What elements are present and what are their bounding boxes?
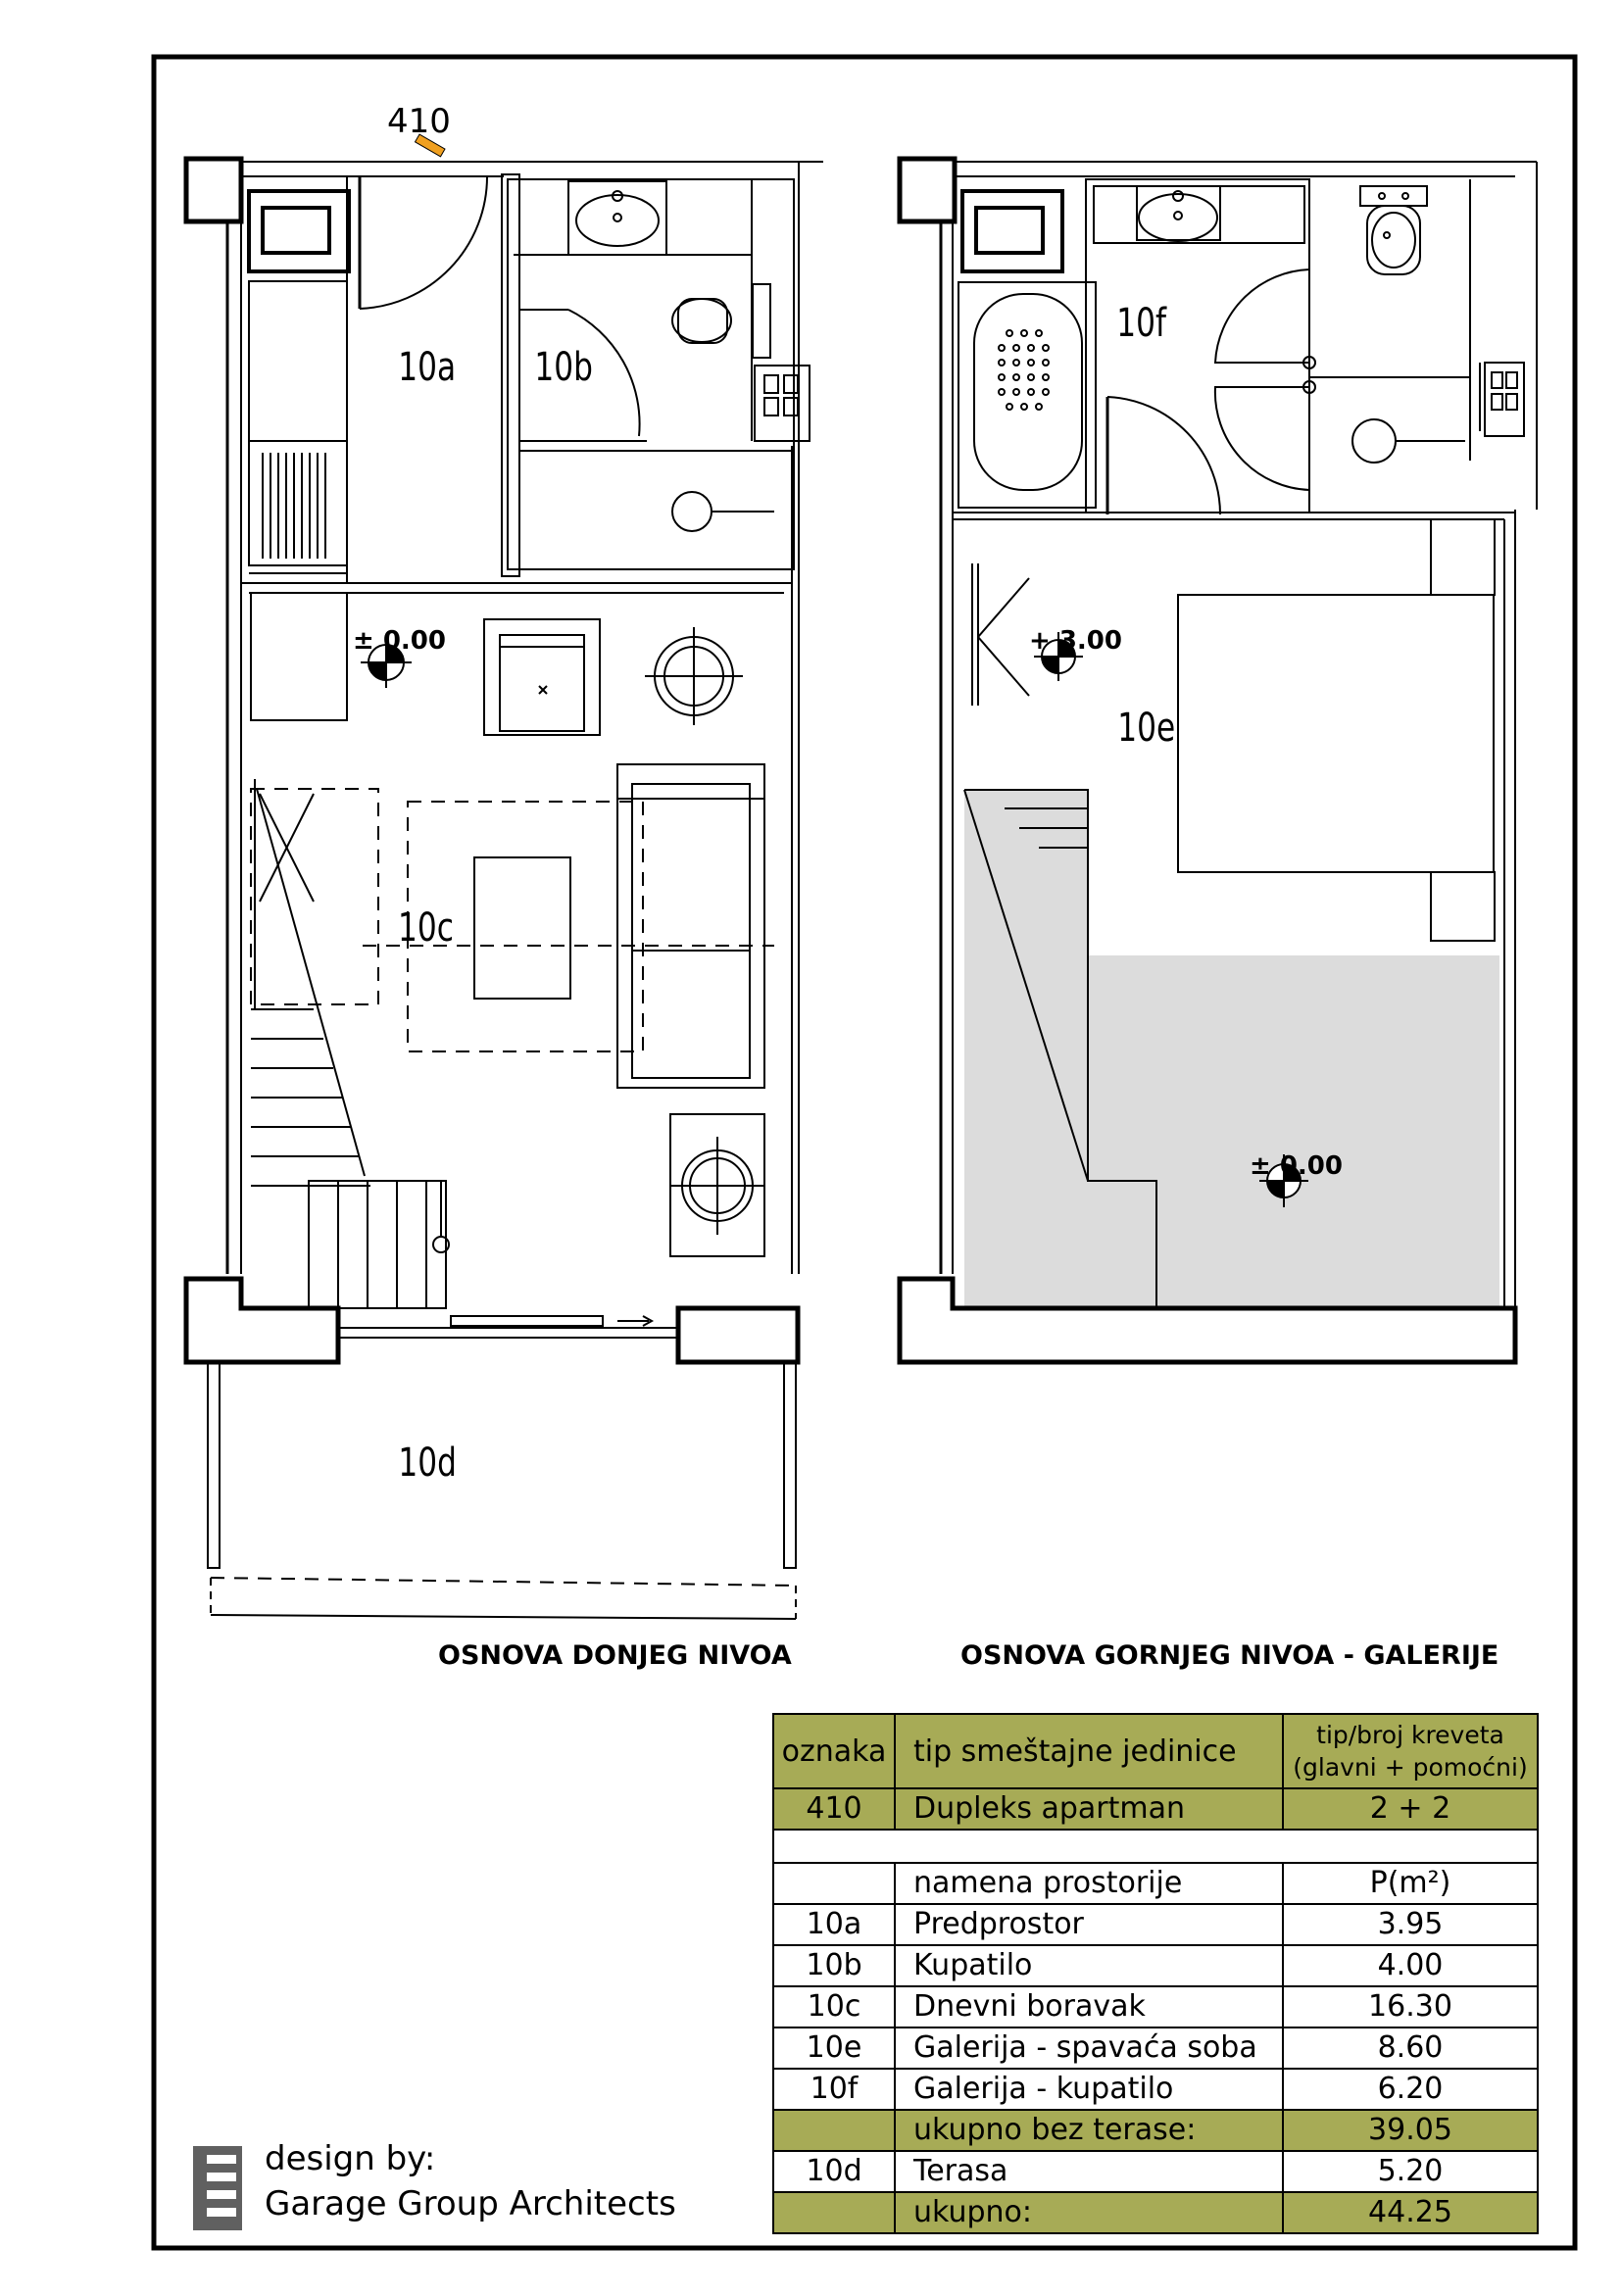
header-code: oznaka bbox=[773, 1714, 895, 1788]
rooms-header-name: namena prostorije bbox=[895, 1863, 1283, 1904]
subtotal-label: ukupno bez terase: bbox=[895, 2110, 1283, 2151]
room-code: 10e bbox=[773, 2027, 895, 2069]
lower-plan-title: OSNOVA DONJEG NIVOA bbox=[438, 1640, 792, 1671]
room-name: Galerija - spavaća soba bbox=[895, 2027, 1283, 2069]
subtotal-area: 39.05 bbox=[1283, 2110, 1538, 2151]
terrace-code: 10d bbox=[773, 2151, 895, 2192]
level-mark-upper-void: ± 0.00 bbox=[1250, 1151, 1343, 1181]
table-unit-row bbox=[773, 1788, 1538, 1830]
credit-line-1: design by: bbox=[265, 2139, 436, 2178]
room-label-10e: 10e bbox=[1117, 706, 1176, 752]
room-code: 10a bbox=[773, 1904, 895, 1945]
header-beds-line1: tip/broj kreveta bbox=[1316, 1721, 1504, 1749]
room-name: Predprostor bbox=[895, 1904, 1283, 1945]
room-label-10f: 10f bbox=[1116, 301, 1166, 347]
unit-tag-label: 410 bbox=[387, 102, 451, 141]
design-credit bbox=[265, 2136, 676, 2226]
rooms-header-area: P(m²) bbox=[1283, 1863, 1538, 1904]
table-row bbox=[773, 2069, 1538, 2110]
room-code: 10c bbox=[773, 1986, 895, 2027]
header-beds-line2: (glavni + pomoćni) bbox=[1293, 1753, 1528, 1782]
unit-beds: 2 + 2 bbox=[1283, 1788, 1538, 1830]
room-label-10b: 10b bbox=[534, 345, 593, 391]
room-name: Dnevni boravak bbox=[895, 1986, 1283, 2027]
table-header-row bbox=[773, 1714, 1538, 1788]
room-area: 6.20 bbox=[1283, 2069, 1538, 2110]
room-area: 16.30 bbox=[1283, 1986, 1538, 2027]
table-row bbox=[773, 1904, 1538, 1945]
table-row bbox=[773, 2027, 1538, 2069]
room-area: 8.60 bbox=[1283, 2027, 1538, 2069]
area-table bbox=[772, 1713, 1539, 2234]
room-label-10a: 10a bbox=[398, 345, 457, 391]
terrace-name: Terasa bbox=[895, 2151, 1283, 2192]
room-name: Kupatilo bbox=[895, 1945, 1283, 1986]
level-mark-lower: ± 0.00 bbox=[353, 626, 446, 656]
terrace-area: 5.20 bbox=[1283, 2151, 1538, 2192]
room-area: 4.00 bbox=[1283, 1945, 1538, 1986]
table-subtotal-row bbox=[773, 2110, 1538, 2151]
room-label-10c: 10c bbox=[398, 905, 454, 952]
room-name: Galerija - kupatilo bbox=[895, 2069, 1283, 2110]
unit-type: Dupleks apartman bbox=[895, 1788, 1283, 1830]
table-terrace-row bbox=[773, 2151, 1538, 2192]
room-area: 3.95 bbox=[1283, 1904, 1538, 1945]
total-label: ukupno: bbox=[895, 2192, 1283, 2233]
room-code: 10f bbox=[773, 2069, 895, 2110]
upper-level-plan bbox=[900, 159, 1537, 1362]
header-unit-type: tip smeštajne jedinice bbox=[895, 1714, 1283, 1788]
level-mark-upper: + 3.00 bbox=[1029, 626, 1122, 656]
table-rooms-header-row bbox=[773, 1863, 1538, 1904]
total-area: 44.25 bbox=[1283, 2192, 1538, 2233]
credit-line-2: Garage Group Architects bbox=[265, 2184, 676, 2223]
room-code: 10b bbox=[773, 1945, 895, 1986]
table-total-row bbox=[773, 2192, 1538, 2233]
header-beds bbox=[1283, 1714, 1538, 1788]
table-row bbox=[773, 1986, 1538, 2027]
room-label-10d: 10d bbox=[398, 1441, 457, 1487]
table-spacer-row bbox=[773, 1830, 1538, 1863]
lower-level-plan bbox=[186, 134, 823, 1619]
upper-plan-title: OSNOVA GORNJEG NIVOA - GALERIJE bbox=[960, 1640, 1499, 1671]
architect-logo-icon bbox=[193, 2146, 242, 2230]
table-row bbox=[773, 1945, 1538, 1986]
unit-code: 410 bbox=[773, 1788, 895, 1830]
